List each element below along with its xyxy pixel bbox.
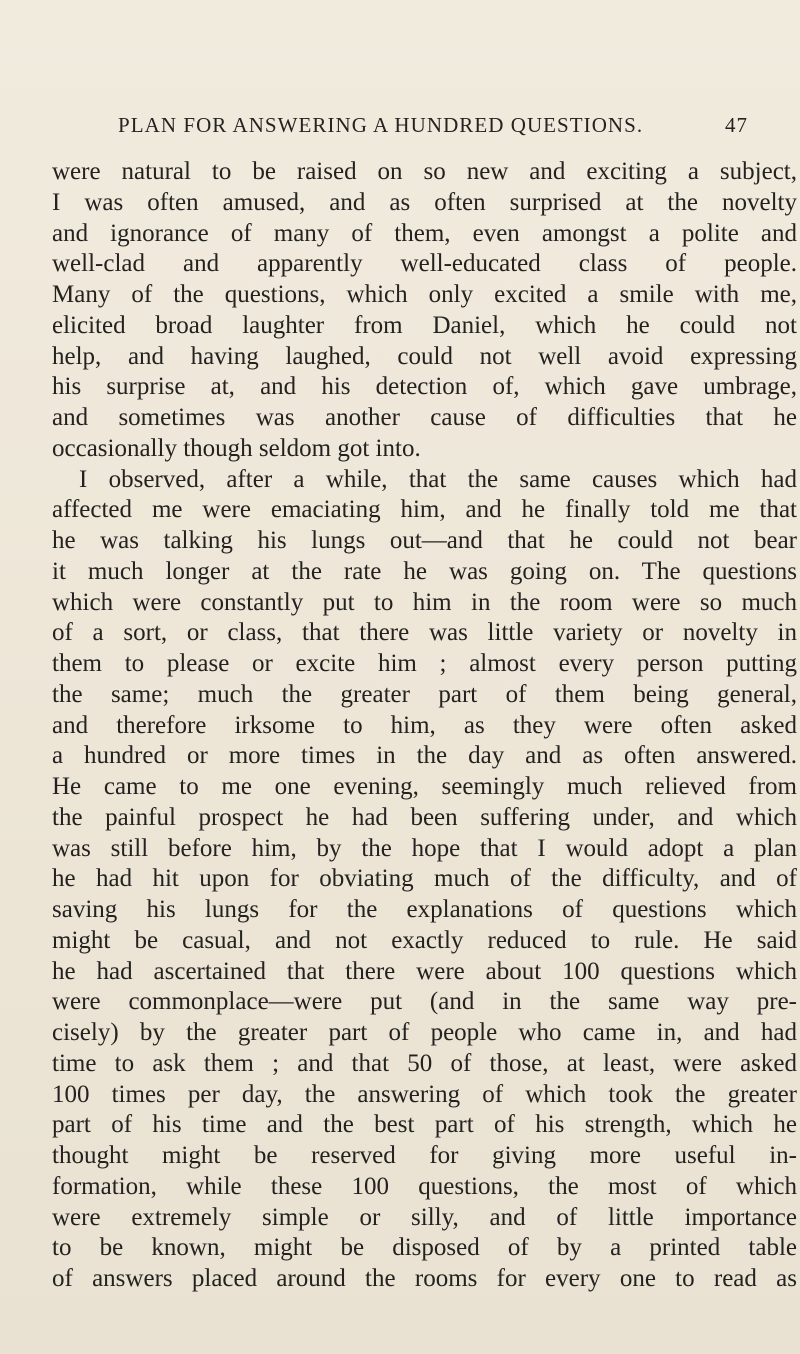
text-line: Many of the questions, which only excited a smile with me,	[52, 281, 797, 308]
text-line: and sometimes was another cause of difficulties that he	[52, 404, 797, 431]
text-line: which were constantly put to him in the room were so much	[52, 588, 797, 616]
text-line: them to please or excite him ; almost every person putting	[52, 650, 797, 677]
text-line: a hundred or more times in the day and as often answered.	[52, 742, 797, 770]
text-line: thought might be reserved for giving more useful in-	[52, 1142, 797, 1169]
text-line: were commonplace—were put (and in the same way pre-	[52, 988, 797, 1016]
text-line: He came to me one evening, seemingly much relieved from	[52, 773, 797, 800]
text-line: the same; much the greater part of them being general,	[52, 680, 797, 708]
text-line: help, and having laughed, could not well avoid expressing	[52, 342, 797, 370]
paragraph-end-line: occasionally though seldom got into.	[52, 434, 421, 462]
text-line: he was talking his lungs out—and that he could not bear	[52, 527, 797, 554]
text-line: to be known, might be disposed of by a printed table	[52, 1234, 797, 1262]
text-line: he had ascertained that there were about 100 questions which	[52, 957, 797, 985]
text-line: cisely) by the greater part of people who came in, and had	[52, 1019, 797, 1046]
text-line: and therefore irksome to him, as they were often asked	[52, 711, 797, 739]
text-line: elicited broad laughter from Daniel, which he could not	[52, 311, 797, 339]
body-text	[52, 157, 797, 1295]
running-head	[118, 113, 748, 143]
text-line: of a sort, or class, that there was little variety or novelty in	[52, 619, 797, 647]
text-line: of answers placed around the rooms for every one to read as	[52, 1265, 797, 1292]
text-line: he had hit upon for obviating much of the difficulty, and of	[52, 865, 797, 893]
text-line: were natural to be raised on so new and exciting a subject,	[52, 158, 797, 185]
text-line: I was often amused, and as often surprised at the novelty	[52, 188, 797, 216]
running-title: PLAN FOR ANSWERING A HUNDRED QUESTIONS.	[118, 113, 644, 137]
text-line: were extremely simple or silly, and of little importance	[52, 1203, 797, 1231]
text-line: part of his time and the best part of his strength, which he	[52, 1111, 797, 1139]
text-line: affected me were emaciating him, and he finally told me that	[52, 496, 797, 524]
text-line: the painful prospect he had been suffering under, and which	[52, 803, 797, 831]
text-line: was still before him, by the hope that I would adopt a plan	[52, 834, 797, 862]
text-line: saving his lungs for the explanations of questions which	[52, 896, 797, 923]
text-line: might be casual, and not exactly reduced to rule. He said	[52, 926, 797, 954]
text-line: and ignorance of many of them, even amongst a polite and	[52, 219, 797, 247]
text-line: well-clad and apparently well-educated class of people.	[52, 250, 797, 278]
text-line: his surprise at, and his detection of, which gave umbrage,	[52, 373, 797, 401]
text-line: 100 times per day, the answering of which took the greater	[52, 1080, 797, 1108]
text-line: formation, while these 100 questions, the most of which	[52, 1172, 797, 1200]
page-number: 47	[725, 113, 748, 137]
text-line: time to ask them ; and that 50 of those, at least, were asked	[52, 1049, 797, 1077]
text-line: it much longer at the rate he was going on. The questions	[52, 557, 797, 585]
paragraph-start-line: I observed, after a while, that the same causes which had	[79, 465, 797, 493]
